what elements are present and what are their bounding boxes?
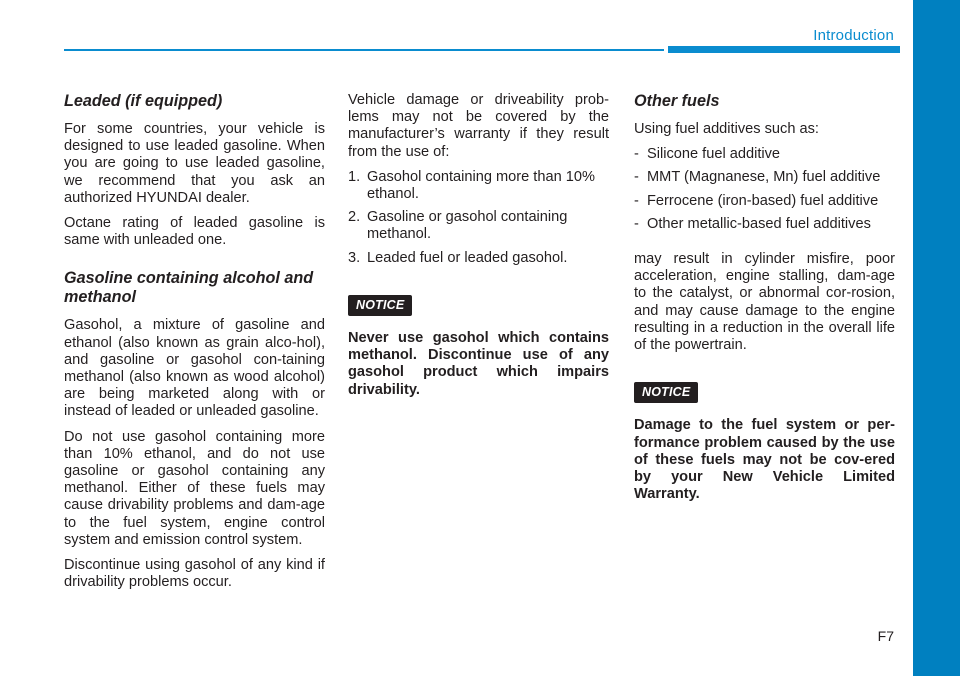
side-tab-bar <box>913 0 960 676</box>
list-item: - Other metallic-based fuel additives <box>634 215 871 232</box>
page-number: F7 <box>877 628 894 644</box>
header-rule <box>64 49 664 51</box>
paragraph: Gasohol, a mixture of gasoline and ethanol (also known as grain alco-hol), and gasoline or gasohol con-taining methanol (also known as wood alcohol) are being marketed along with or instead of leaded or unleaded gasoline. <box>64 317 325 420</box>
heading-gasoline-alcohol: Gasoline containing alcohol and methanol <box>64 269 314 307</box>
column-2 <box>348 92 609 407</box>
paragraph: For some countries, your vehicle is designed to use leaded gasoline. When you are going to use leaded gasoline, we recommend that you ask an authorized HYUNDAI dealer. <box>64 121 325 206</box>
heading-other-fuels: Other fuels <box>634 92 720 110</box>
header-rule-accent <box>668 46 900 53</box>
column-1 <box>64 92 325 599</box>
notice-text: Never use gasohol which contains methanol. Discontinue use of any gasohol product which impairs drivability. <box>348 330 609 398</box>
numbered-list <box>348 169 609 267</box>
paragraph: Octane rating of leaded gasoline is same with unleaded one. <box>64 215 325 249</box>
list-item: 2. Gasoline or gasohol containing methanol. <box>348 209 568 243</box>
column-3 <box>634 92 895 511</box>
paragraph: may result in cylinder misfire, poor acceleration, engine stalling, dam-age to the catalyst, or abnormal cor-rosion, and may cause damage to the engine resulting in a reduction in the overall life of the powertrain. <box>634 251 895 354</box>
paragraph: Do not use gasohol containing more than 10% ethanol, and do not use gasoline or gasohol containing any methanol. Either of these fuels may cause drivability problems and dam-age to the fuel system, engine control system and emission control system. <box>64 428 325 548</box>
heading-leaded: Leaded (if equipped) <box>64 92 223 110</box>
list-item: - Ferrocene (iron-based) fuel additive <box>634 192 879 209</box>
paragraph: Using fuel additives such as: <box>634 121 819 137</box>
paragraph: Discontinue using gasohol of any kind if drivability problems occur. <box>64 557 325 591</box>
notice-text: Damage to the fuel system or per-formance problem caused by the use of these fuels may not be cov-ered by your New Vehicle Limited Warranty. <box>634 417 895 503</box>
notice-badge: NOTICE <box>348 295 412 316</box>
list-item: - Silicone fuel additive <box>634 146 781 163</box>
list-item: 3. Leaded fuel or leaded gasohol. <box>348 249 568 266</box>
list-item: - MMT (Magnanese, Mn) fuel additive <box>634 169 881 186</box>
bullet-list <box>634 146 895 233</box>
notice-badge: NOTICE <box>634 382 698 403</box>
list-item: 1. Gasohol containing more than 10% ethanol. <box>348 168 595 203</box>
paragraph: Vehicle damage or driveability prob-lems may not be covered by the manufacturer’s warranty if they result from the use of: <box>348 92 609 160</box>
section-title: Introduction <box>813 27 894 44</box>
